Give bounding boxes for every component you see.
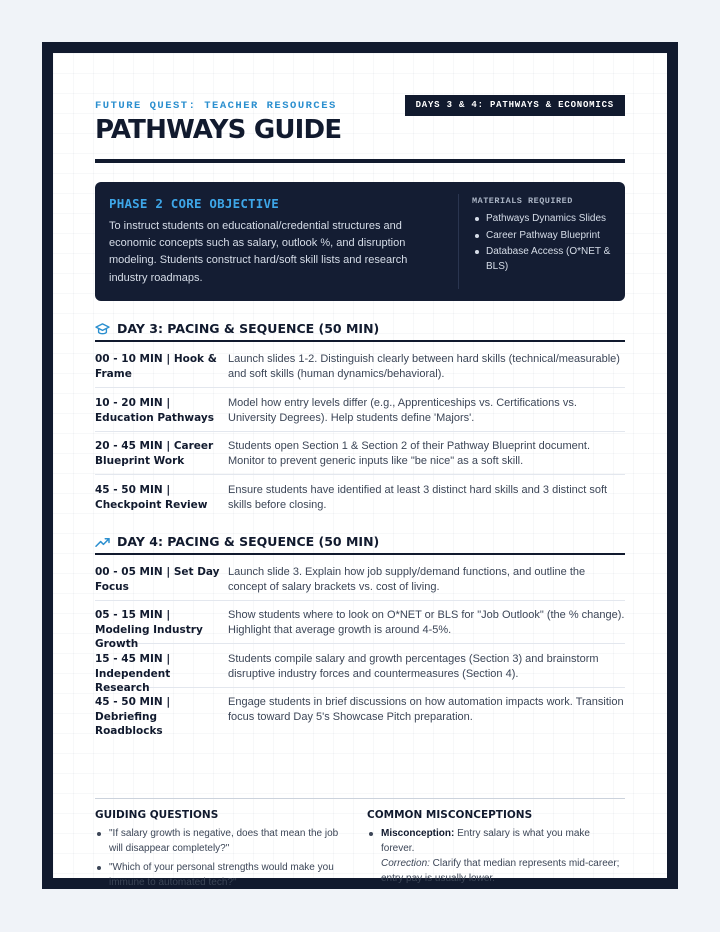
row-time: 00 - 10 MIN | Hook & Frame <box>95 353 217 380</box>
row-description: Students compile salary and growth percentages (Section 3) and brainstorm disruptive industry forces and countermeasures (Section 4). <box>228 653 599 680</box>
day4-row <box>95 695 625 737</box>
row-description: Model how entry levels differ (e.g., Apprenticeships vs. Certifications vs. University Degrees). Help students define 'Majors'. <box>228 397 577 424</box>
row-time: 20 - 45 MIN | Career Blueprint Work <box>95 440 214 467</box>
row-time: 45 - 50 MIN | Checkpoint Review <box>95 484 208 511</box>
misconceptions-list <box>367 826 625 886</box>
misconception-item <box>367 826 625 886</box>
materials-item: Database Access (O*NET & BLS) <box>472 244 617 274</box>
row-time: 45 - 50 MIN | Debriefing Roadblocks <box>95 696 171 737</box>
row-description: Launch slide 3. Explain how job supply/demand functions, and outline the concept of salary brackets vs. cost of living. <box>228 566 586 593</box>
misconception-text: Entry salary is what you make forever. <box>381 828 590 854</box>
guiding-questions <box>95 809 353 894</box>
materials-item: Pathways Dynamics Slides <box>472 211 617 226</box>
day3-heading: DAY 3: PACING & SEQUENCE (50 MIN) <box>117 321 380 336</box>
row-description: Launch slides 1-2. Distinguish clearly between hard skills (technical/measurable) and soft skills (human dynamics/behavioral). <box>228 353 620 380</box>
graduation-cap-icon <box>95 323 110 336</box>
day4-row <box>95 565 625 601</box>
row-time: 10 - 20 MIN | Education Pathways <box>95 397 214 424</box>
row-description: Ensure students have identified at least 3 distinct hard skills and 3 distinct soft skills before closing. <box>228 484 608 511</box>
document-page <box>53 53 667 888</box>
row-time: 05 - 15 MIN | Modeling Industry Growth <box>95 609 203 650</box>
day4-section-header <box>95 533 625 555</box>
materials-heading: MATERIALS REQUIRED <box>472 196 573 206</box>
common-misconceptions <box>367 809 625 890</box>
day4-row <box>95 608 625 650</box>
day3-row <box>95 396 625 432</box>
trend-up-icon <box>95 536 110 549</box>
objective-text: To instruct students on educational/credential structures and economic concepts such as salary, outlook %, and disruption modeling. Students construct hard/soft skill lists and research industry roadmaps. <box>109 220 408 284</box>
misconception-label: Misconception: <box>381 828 455 839</box>
day3-row <box>95 439 625 475</box>
bottom-divider <box>95 798 625 799</box>
day4-row <box>95 652 625 694</box>
correction-text: Clarify that median represents mid-career; entry pay is usually lower. <box>381 858 620 884</box>
misconceptions-heading: COMMON MISCONCEPTIONS <box>367 809 533 821</box>
day-badge: DAYS 3 & 4: PATHWAYS & ECONOMICS <box>405 95 625 116</box>
day3-row <box>95 483 625 519</box>
materials-panel <box>472 196 617 276</box>
objective-main <box>109 196 439 287</box>
row-description: Show students where to look on O*NET or BLS for "Job Outlook" (the % change). Highlight that average growth is around 4-5%. <box>228 609 625 636</box>
guiding-item: "If salary growth is negative, does that mean the job will disappear completely?" <box>95 826 353 856</box>
title-divider <box>95 159 625 163</box>
objective-divider <box>458 194 459 289</box>
row-time: 15 - 45 MIN | Independent Research <box>95 653 171 694</box>
correction-label: Correction: <box>381 858 430 869</box>
guiding-list <box>95 826 353 890</box>
guiding-heading: GUIDING QUESTIONS <box>95 809 219 821</box>
row-description: Engage students in brief discussions on how automation impacts work. Transition focus toward Day 5's Showcase Pitch preparation. <box>228 696 624 723</box>
day3-section-header <box>95 320 625 342</box>
row-time: 00 - 05 MIN | Set Day Focus <box>95 566 220 593</box>
day3-row <box>95 352 625 388</box>
materials-item: Career Pathway Blueprint <box>472 228 617 243</box>
header-kicker: FUTURE QUEST: TEACHER RESOURCES <box>95 100 337 112</box>
day4-heading: DAY 4: PACING & SEQUENCE (50 MIN) <box>117 534 380 549</box>
row-description: Students open Section 1 & Section 2 of their Pathway Blueprint document. Monitor to prevent generic inputs like "be nice" as a soft skill. <box>228 440 591 467</box>
guiding-item: "Which of your personal strengths would make you immune to automated tech?" <box>95 860 353 890</box>
objective-heading: PHASE 2 CORE OBJECTIVE <box>109 196 279 211</box>
objective-panel <box>95 182 625 301</box>
materials-list <box>472 211 617 274</box>
page-title: PATHWAYS GUIDE <box>95 115 342 145</box>
